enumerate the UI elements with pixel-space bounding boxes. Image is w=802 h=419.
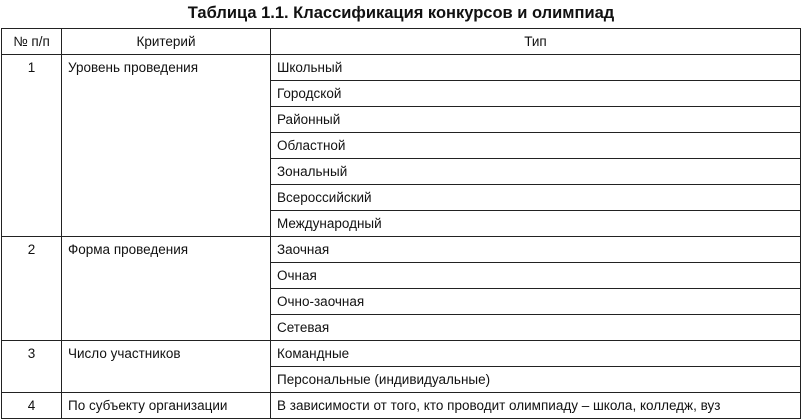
type-cell: Очно-заочная [271, 289, 801, 315]
table-row [2, 55, 801, 81]
row-number: 3 [2, 341, 62, 393]
criterion-cell: Форма проведения [62, 237, 271, 341]
type-cell: Всероссийский [271, 185, 801, 211]
type-cell: Районный [271, 107, 801, 133]
criterion-cell: По субъекту организации [62, 393, 271, 419]
table-row [2, 393, 801, 419]
type-cell: Городской [271, 81, 801, 107]
row-number: 2 [2, 237, 62, 341]
type-cell: В зависимости от того, кто проводит олимпиаду – школа, колледж, вуз [271, 393, 801, 419]
header-criterion: Критерий [62, 29, 271, 55]
classification-table [1, 28, 801, 419]
header-number: № п/п [2, 29, 62, 55]
table-header-row [2, 29, 801, 55]
type-cell: Очная [271, 263, 801, 289]
type-cell: Школьный [271, 55, 801, 81]
table-row [2, 237, 801, 263]
type-cell: Персональные (индивидуальные) [271, 367, 801, 393]
table-row [2, 341, 801, 367]
type-cell: Командные [271, 341, 801, 367]
type-cell: Областной [271, 133, 801, 159]
type-cell: Сетевая [271, 315, 801, 341]
row-number: 1 [2, 55, 62, 237]
criterion-cell: Уровень проведения [62, 55, 271, 237]
row-number: 4 [2, 393, 62, 419]
type-cell: Международный [271, 211, 801, 237]
table-caption: Таблица 1.1. Классификация конкурсов и олимпиад [187, 4, 615, 22]
type-cell: Заочная [271, 237, 801, 263]
criterion-cell: Число участников [62, 341, 271, 393]
header-type: Тип [271, 29, 801, 55]
type-cell: Зональный [271, 159, 801, 185]
